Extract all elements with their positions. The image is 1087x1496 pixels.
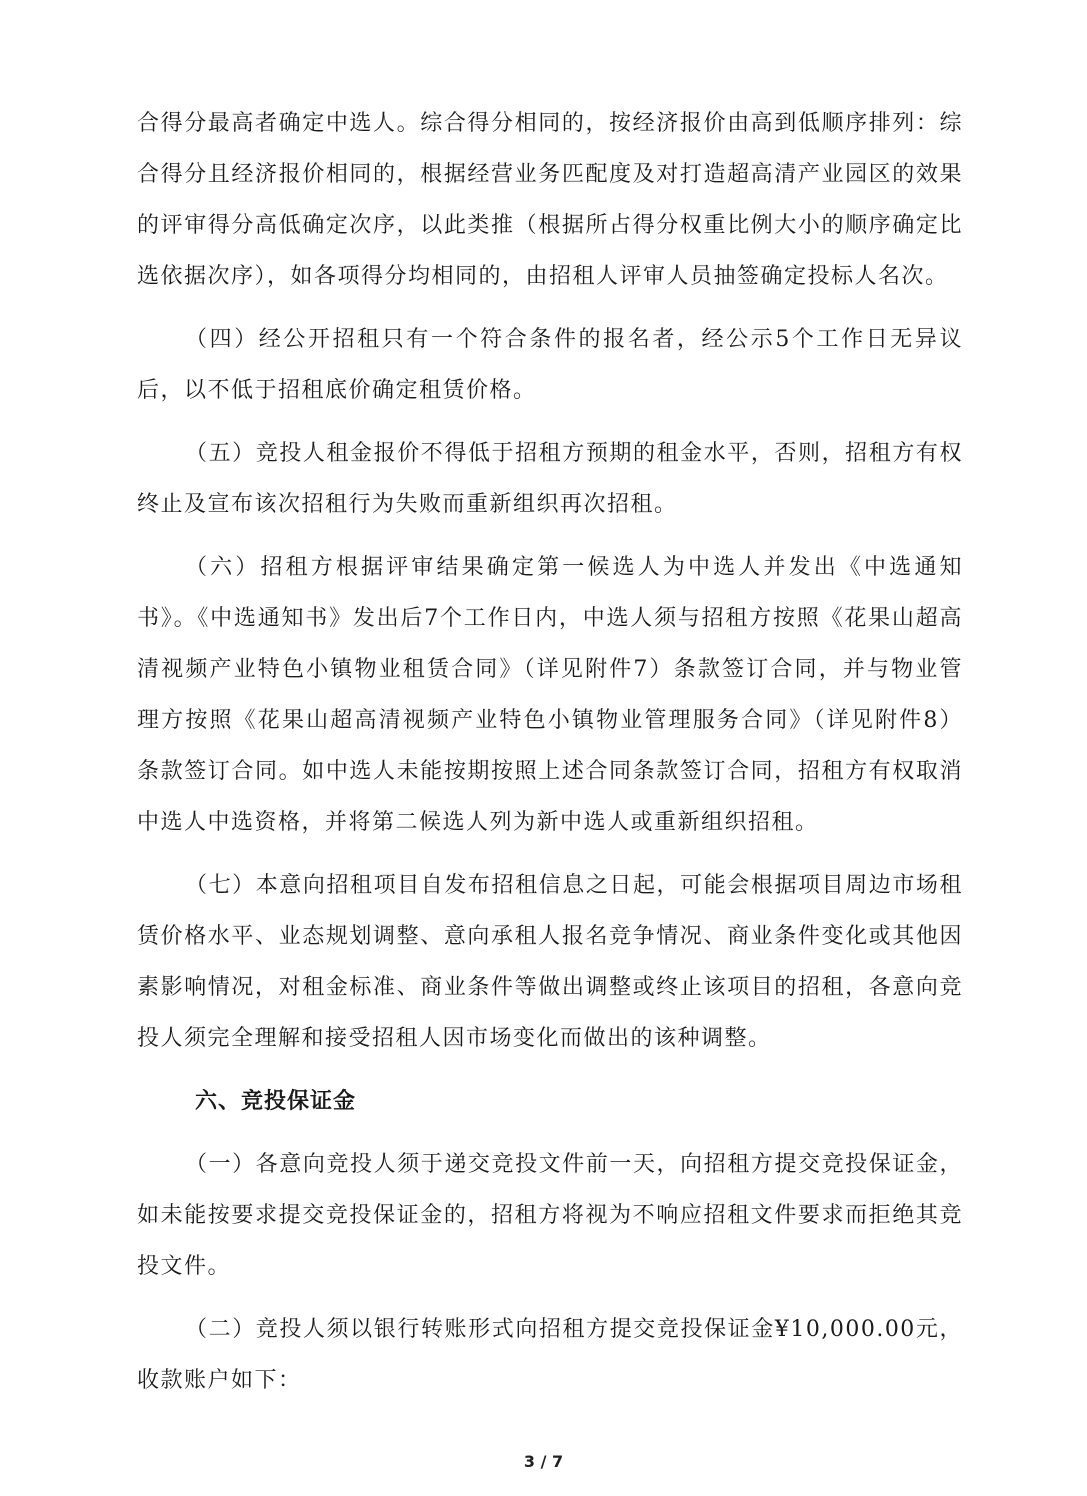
paragraph-deposit-1: （一）各意向竞投人须于递交竞投文件前一天，向招租方提交竞投保证金，如未能按要求提交竞投保证金的，招租方将视为不响应招租文件要求而拒绝其竞投文件。 xyxy=(137,1152,963,1279)
document-body xyxy=(137,98,963,1418)
paragraph-clause-4: （四）经公开招租只有一个符合条件的报名者，经公示5个工作日无异议后，以不低于招租底价确定租赁价格。 xyxy=(137,327,963,403)
paragraph-clause-6: （六）招租方根据评审结果确定第一候选人为中选人并发出《中选通知书》。《中选通知书》发出后7个工作日内，中选人须与招租方按照《花果山超高清视频产业特色小镇物业租赁合同》（详见附件7）条款签订合同，并与物业管理方按照《花果山超高清视频产业特色小镇物业管理服务合同》（详见附件8）条款签订合同。如中选人未能按期按照上述合同条款签订合同，招租方有权取消中选人中选资格，并将第二候选人列为新中选人或重新组织招租。 xyxy=(137,555,963,835)
paragraph-clause-7: （七）本意向招租项目自发布招租信息之日起，可能会根据项目周边市场租赁价格水平、业态规划调整、意向承租人报名竞争情况、商业条件变化或其他因素影响情况，对租金标准、商业条件等做出调整或终止该项目的招租，各意向竞投人须完全理解和接受招租人因市场变化而做出的该种调整。 xyxy=(137,873,963,1051)
paragraph-deposit-2: （二）竞投人须以银行转账形式向招租方提交竞投保证金¥10,000.00元，收款账户如下： xyxy=(137,1317,963,1393)
section-heading-deposit: 六、竞投保证金 xyxy=(195,1089,357,1114)
paragraph-score-rule: 合得分最高者确定中选人。综合得分相同的，按经济报价由高到低顺序排列：综合得分且经济报价相同的，根据经营业务匹配度及对打造超高清产业园区的效果的评审得分高低确定次序，以此类推（根据所占得分权重比例大小的顺序确定比选依据次序），如各项得分均相同的，由招租人评审人员抽签确定投标人名次。 xyxy=(137,111,963,289)
paragraph-clause-5: （五）竞投人租金报价不得低于招租方预期的租金水平，否则，招租方有权终止及宣布该次招租行为失败而重新组织再次招租。 xyxy=(137,441,963,517)
page-number: 3 / 7 xyxy=(523,1452,564,1471)
